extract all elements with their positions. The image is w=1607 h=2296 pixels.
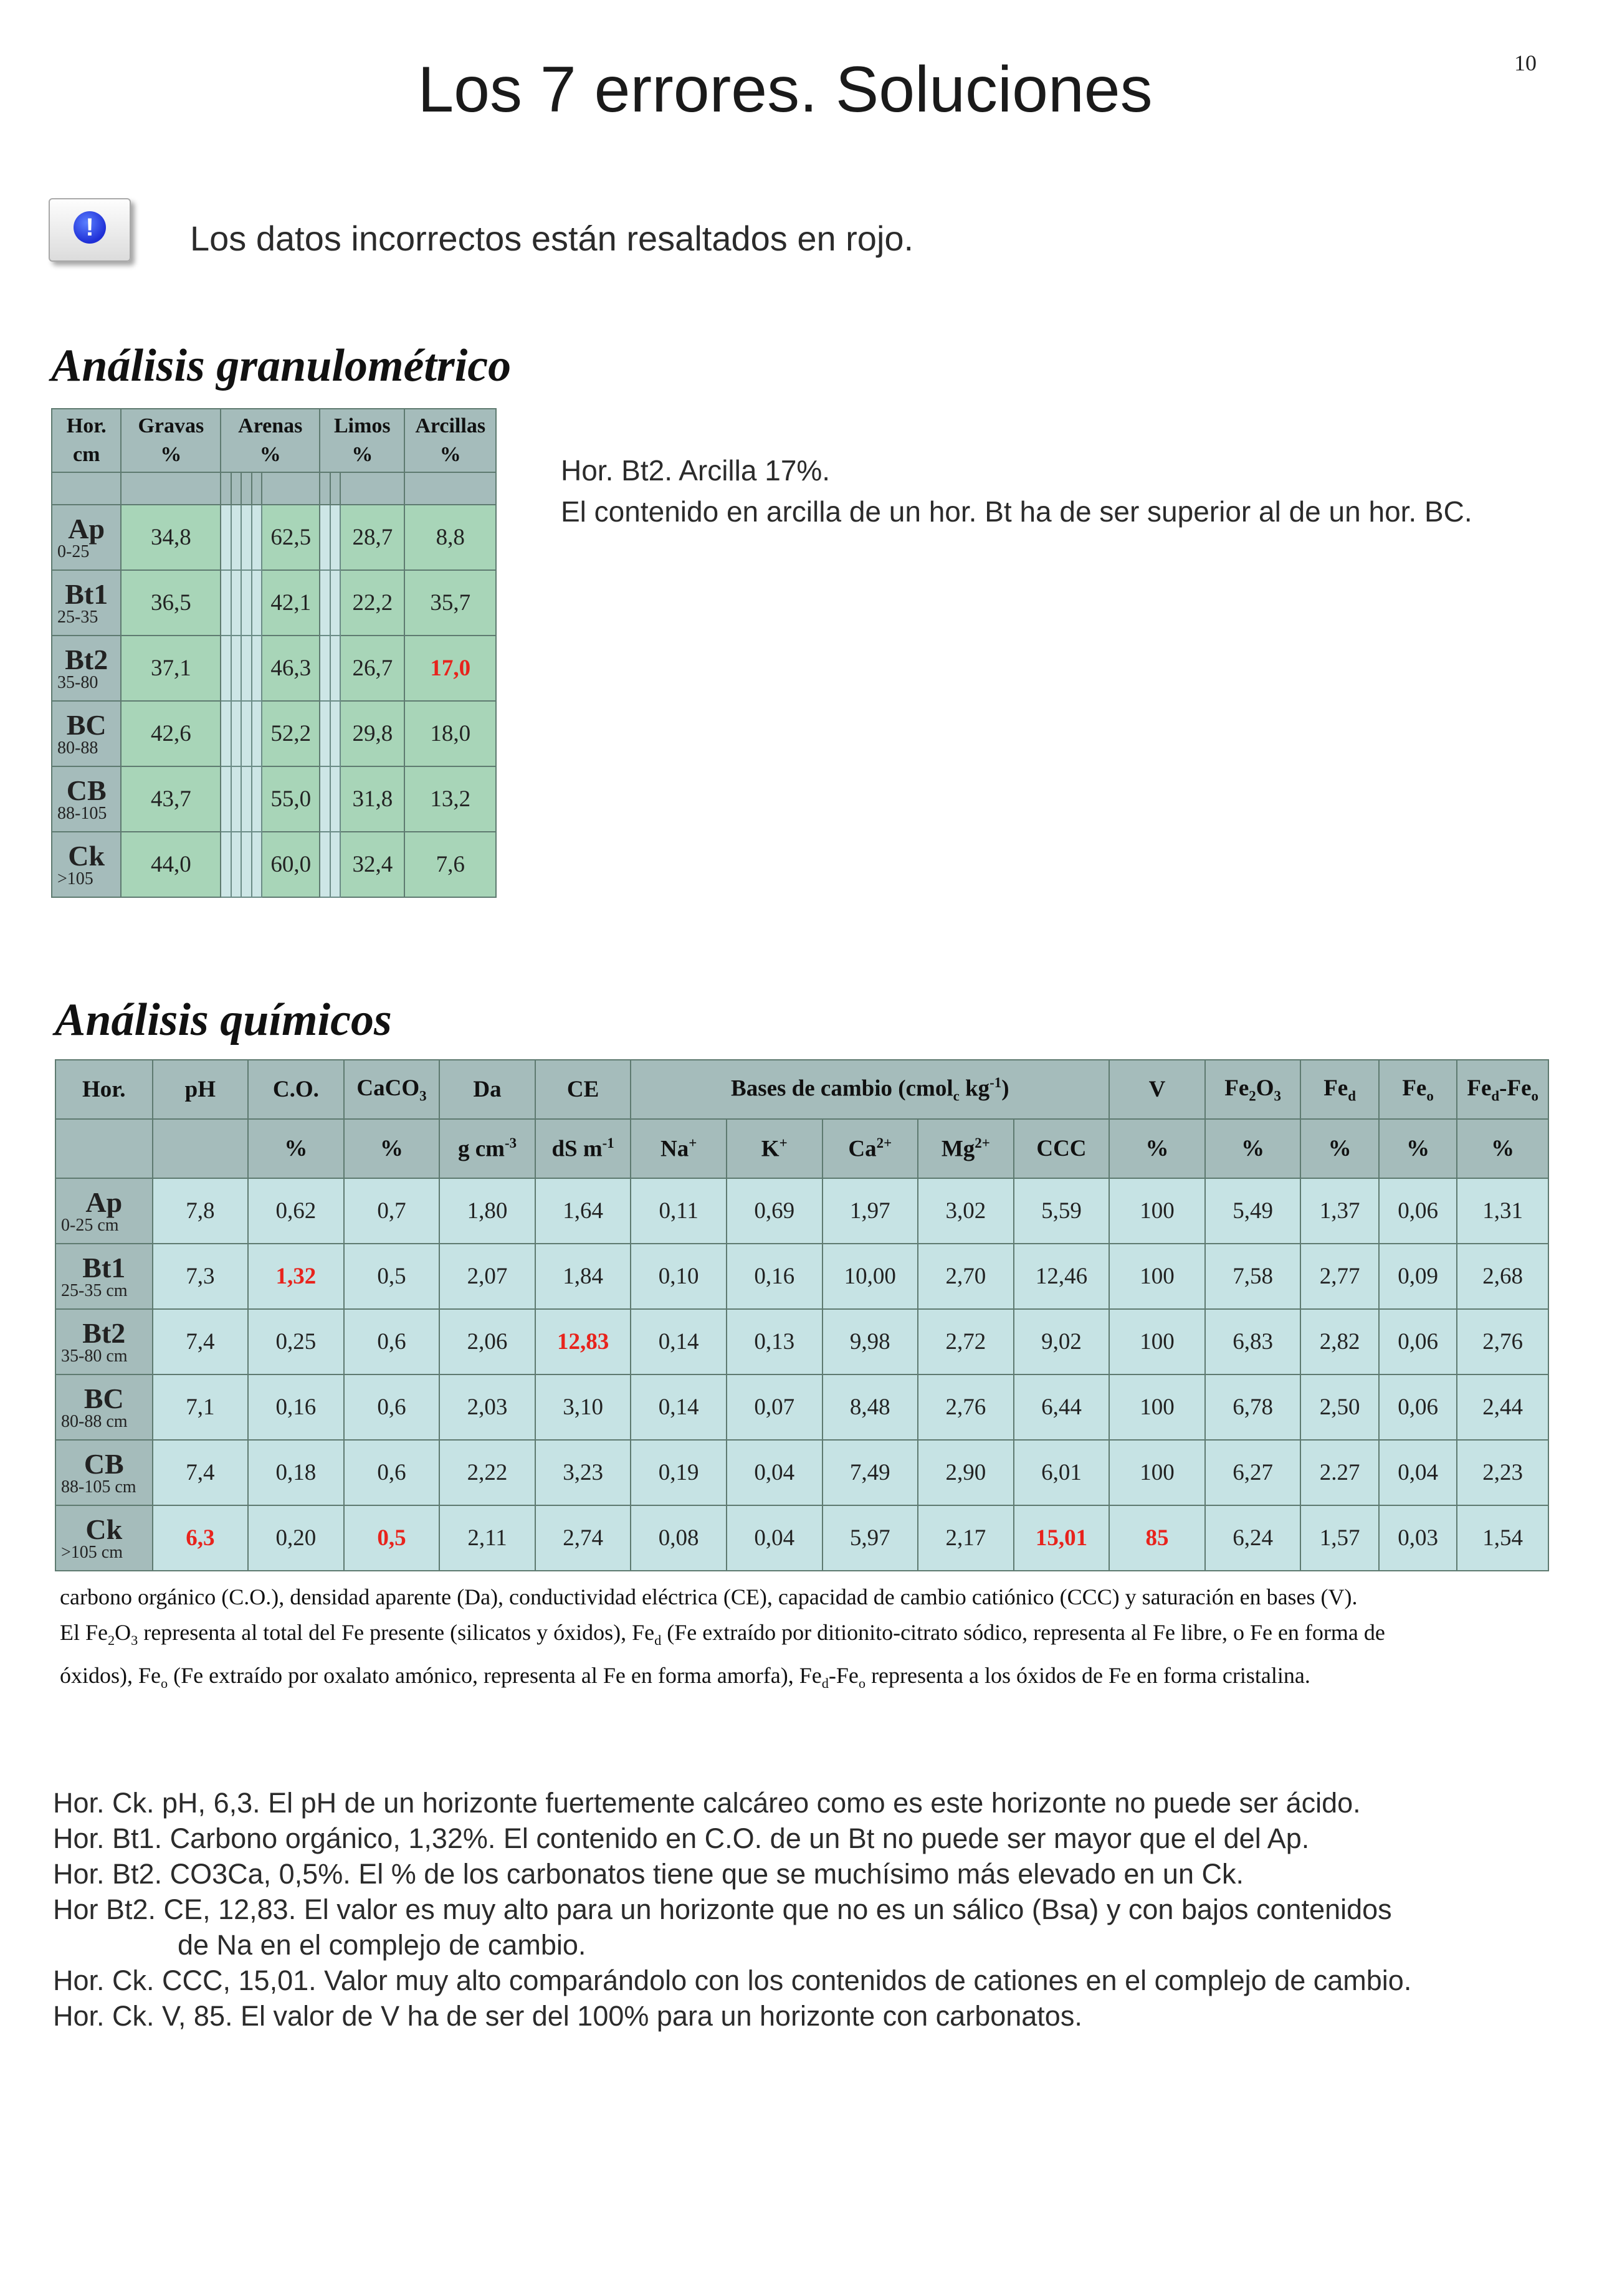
na-cell: 0,11: [631, 1178, 727, 1244]
table-row: [52, 636, 496, 701]
spacer-cell: [252, 766, 262, 832]
table-row: [52, 701, 496, 766]
spacer-cell: [252, 701, 262, 766]
feo-cell: 0,09: [1379, 1244, 1457, 1309]
horizon-name: Ck: [68, 839, 105, 872]
header-fed-feo: $Fe_d-Fe_o$: [1457, 1060, 1548, 1119]
ce-cell: 1,84: [535, 1244, 631, 1309]
co-cell: 0,62: [248, 1178, 344, 1244]
horizon-cell: [55, 1244, 153, 1309]
arcillas-cell: 13,2: [404, 766, 496, 832]
solution-line: Hor. Ck. V, 85. El valor de V ha de ser del 100% para un horizonte con carbonatos.: [53, 2000, 1082, 2032]
horizon-depth: 35-80 cm: [61, 1346, 128, 1366]
horizon-cell: [55, 1309, 153, 1374]
chemical-header-row: [55, 1060, 1548, 1119]
spacer-cell: [241, 701, 252, 766]
spacer-cell: [320, 766, 330, 832]
mg-cell: 2,17: [918, 1505, 1014, 1571]
horizon-depth: 25-35: [57, 607, 98, 627]
horizon-name: BC: [66, 708, 107, 741]
unit-fed-feo: %: [1457, 1119, 1548, 1178]
arenas-cell: 46,3: [262, 636, 320, 701]
horizon-depth: 35-80: [57, 672, 98, 692]
chemical-footnote: [60, 1579, 1555, 1701]
horizon-depth: 0-25 cm: [61, 1215, 119, 1235]
unit-k: K+: [727, 1119, 823, 1178]
da-cell: 1,80: [439, 1178, 535, 1244]
page-title: Los 7 errores. Soluciones: [417, 54, 1153, 126]
ccc-cell: 6,44: [1014, 1374, 1110, 1440]
spacer-cell: [252, 636, 262, 701]
feo-cell: 0,04: [1379, 1440, 1457, 1505]
footnote-line: óxidos), $Fe_o$ (Fe extraído por oxalato amónico, representa al Fe en forma amorfa), $Fe_d-Fe_o$ representa a los óxidos de Fe en forma cristalina.: [60, 1663, 1310, 1692]
ccc-cell: 12,46: [1014, 1244, 1110, 1309]
ccc-cell: 6,01: [1014, 1440, 1110, 1505]
header-bases-cambio: Bases de cambio (cmol$_c$ $kg^{-1}$): [631, 1060, 1109, 1119]
k-cell: 0,04: [727, 1440, 823, 1505]
solution-line: Hor. Bt1. Carbono orgánico, 1,32%. El contenido en C.O. de un Bt no puede ser mayor que el del Ap.: [53, 1822, 1310, 1854]
unit-v: %: [1109, 1119, 1205, 1178]
spacer-cell: [231, 570, 242, 636]
fed-feo-cell: 1,31: [1457, 1178, 1548, 1244]
co-cell: 0,25: [248, 1309, 344, 1374]
limos-cell: 28,7: [340, 505, 404, 570]
fed-feo-cell: 2,76: [1457, 1309, 1548, 1374]
horizon-depth: 88-105: [57, 803, 107, 823]
spacer-cell: [330, 832, 341, 897]
arenas-cell: 55,0: [262, 766, 320, 832]
v-cell: 85: [1109, 1505, 1205, 1571]
arcillas-cell: 35,7: [404, 570, 496, 636]
ce-cell: 1,64: [535, 1178, 631, 1244]
table-row: [55, 1309, 1548, 1374]
ca-cell: 9,98: [823, 1309, 918, 1374]
chemical-units-row: [55, 1119, 1548, 1178]
da-cell: 2,03: [439, 1374, 535, 1440]
unit-da: g $cm^{-3}$: [439, 1119, 535, 1178]
na-cell: 0,14: [631, 1309, 727, 1374]
spacer-cell: [320, 832, 330, 897]
table-row: [52, 505, 496, 570]
spacer-cell: [231, 832, 242, 897]
horizon-name: Bt2: [82, 1317, 126, 1349]
k-cell: 0,13: [727, 1309, 823, 1374]
solution-line: de Na en el complejo de cambio.: [178, 1929, 586, 1961]
mg-cell: 2,76: [918, 1374, 1014, 1440]
v-cell: 100: [1109, 1374, 1205, 1440]
granulometric-heading: Análisis granulométrico: [51, 340, 512, 391]
horizon-name: Ck: [85, 1513, 123, 1545]
spacer-cell: [241, 570, 252, 636]
spacer-cell: [330, 701, 341, 766]
header-v: V: [1109, 1060, 1205, 1119]
unit-ca: $Ca^{2+}$: [823, 1119, 918, 1178]
ce-cell: 3,23: [535, 1440, 631, 1505]
fe2o3-cell: 6,83: [1205, 1309, 1301, 1374]
horizon-cell: [52, 636, 121, 701]
arcillas-cell: 7,6: [404, 832, 496, 897]
mg-cell: 2,90: [918, 1440, 1014, 1505]
ce-cell: 2,74: [535, 1505, 631, 1571]
horizon-name: CB: [66, 774, 107, 806]
horizon-name: BC: [83, 1382, 124, 1414]
fed-cell: 2.27: [1300, 1440, 1378, 1505]
na-cell: 0,14: [631, 1374, 727, 1440]
unit-caco3: %: [344, 1119, 440, 1178]
spacer-cell: [241, 505, 252, 570]
fed-feo-cell: 1,54: [1457, 1505, 1548, 1571]
fe2o3-cell: 6,27: [1205, 1440, 1301, 1505]
header-caco3: CaCO$_3$: [344, 1060, 440, 1119]
co-cell: 1,32: [248, 1244, 344, 1309]
arenas-cell: 52,2: [262, 701, 320, 766]
ca-cell: 7,49: [823, 1440, 918, 1505]
spacer-cell: [320, 701, 330, 766]
header-arcillas: Arcillas %: [404, 409, 496, 472]
spacer-cell: [221, 636, 231, 701]
unit-fed: %: [1300, 1119, 1378, 1178]
unit-feo: %: [1379, 1119, 1457, 1178]
header-fed: $Fe_d$: [1300, 1060, 1378, 1119]
horizon-depth: 80-88: [57, 738, 98, 758]
v-cell: 100: [1109, 1440, 1205, 1505]
gravas-cell: 34,8: [121, 505, 221, 570]
da-cell: 2,07: [439, 1244, 535, 1309]
footnote-line: El $Fe_2O_3$ representa al total del Fe presente (silicatos y óxidos), $Fe_d$ (Fe extraído por ditionito-citrato sódico, representa al Fe libre, o Fe en forma de: [60, 1620, 1385, 1649]
spacer-cell: [330, 570, 341, 636]
horizon-cell: [52, 505, 121, 570]
arcillas-cell: 18,0: [404, 701, 496, 766]
header-ce: CE: [535, 1060, 631, 1119]
ph-cell: 7,1: [153, 1374, 249, 1440]
fed-cell: 1,57: [1300, 1505, 1378, 1571]
spacer-cell: [231, 505, 242, 570]
limos-cell: 31,8: [340, 766, 404, 832]
unit-ce: dS $m^{-1}$: [535, 1119, 631, 1178]
caco3-cell: 0,6: [344, 1309, 440, 1374]
gravas-cell: 44,0: [121, 832, 221, 897]
spacer-cell: [231, 766, 242, 832]
unit-fe2o3: %: [1205, 1119, 1301, 1178]
unit-ph: [153, 1119, 249, 1178]
spacer-cell: [320, 636, 330, 701]
caco3-cell: 0,5: [344, 1505, 440, 1571]
ccc-cell: 9,02: [1014, 1309, 1110, 1374]
ca-cell: 5,97: [823, 1505, 918, 1571]
table-row: [55, 1440, 1548, 1505]
horizon-depth: >105: [57, 869, 93, 888]
horizon-name: Bt1: [65, 578, 108, 610]
gravas-cell: 42,6: [121, 701, 221, 766]
fed-cell: 2,77: [1300, 1244, 1378, 1309]
horizon-cell: [52, 832, 121, 897]
horizon-depth: 25-35 cm: [61, 1280, 128, 1300]
header-da: Da: [439, 1060, 535, 1119]
table-row: [55, 1505, 1548, 1571]
mg-cell: 2,70: [918, 1244, 1014, 1309]
fed-feo-cell: 2,23: [1457, 1440, 1548, 1505]
horizon-name: CB: [83, 1447, 124, 1480]
horizon-name: Bt1: [82, 1251, 126, 1284]
fe2o3-cell: 6,78: [1205, 1374, 1301, 1440]
spacer-cell: [231, 701, 242, 766]
fe2o3-cell: 7,58: [1205, 1244, 1301, 1309]
da-cell: 2,11: [439, 1505, 535, 1571]
spacer-cell: [241, 766, 252, 832]
spacer-cell: [221, 832, 231, 897]
v-cell: 100: [1109, 1244, 1205, 1309]
horizon-depth: 0-25: [57, 541, 90, 561]
horizon-name: Ap: [85, 1186, 123, 1218]
spacer-cell: [231, 636, 242, 701]
table-row: [55, 1374, 1548, 1440]
gravas-cell: 43,7: [121, 766, 221, 832]
v-cell: 100: [1109, 1309, 1205, 1374]
spacer-cell: [330, 766, 341, 832]
horizon-cell: [52, 766, 121, 832]
limos-cell: 32,4: [340, 832, 404, 897]
ccc-cell: 5,59: [1014, 1178, 1110, 1244]
page-number: 10: [1514, 50, 1537, 75]
co-cell: 0,18: [248, 1440, 344, 1505]
ccc-cell: 15,01: [1014, 1505, 1110, 1571]
spacer-cell: [330, 636, 341, 701]
limos-cell: 22,2: [340, 570, 404, 636]
header-arenas: Arenas %: [221, 409, 320, 472]
solutions-list: [53, 1785, 1561, 2034]
feo-cell: 0,03: [1379, 1505, 1457, 1571]
co-cell: 0,16: [248, 1374, 344, 1440]
unit-ccc: CCC: [1014, 1119, 1110, 1178]
unit-na: Na+: [631, 1119, 727, 1178]
horizon-depth: 80-88 cm: [61, 1411, 128, 1431]
horizon-cell: [55, 1440, 153, 1505]
fed-cell: 1,37: [1300, 1178, 1378, 1244]
ph-cell: 6,3: [153, 1505, 249, 1571]
fed-feo-cell: 2,68: [1457, 1244, 1548, 1309]
k-cell: 0,69: [727, 1178, 823, 1244]
notice-text: Los datos incorrectos están resaltados en rojo.: [190, 219, 914, 258]
ph-cell: 7,8: [153, 1178, 249, 1244]
spacer-cell: [252, 832, 262, 897]
table-row: [52, 766, 496, 832]
spacer-cell: [241, 636, 252, 701]
arenas-cell: 60,0: [262, 832, 320, 897]
table-row: [55, 1244, 1548, 1309]
header-hor: Hor.: [55, 1060, 153, 1119]
v-cell: 100: [1109, 1178, 1205, 1244]
feo-cell: 0,06: [1379, 1178, 1457, 1244]
granulometric-header-row: [52, 409, 496, 472]
horizon-name: Ap: [68, 512, 105, 545]
table-row: [55, 1178, 1548, 1244]
limos-cell: 29,8: [340, 701, 404, 766]
mg-cell: 2,72: [918, 1309, 1014, 1374]
header-hor: Hor. cm: [52, 409, 121, 472]
fed-cell: 2,82: [1300, 1309, 1378, 1374]
footnote-line: carbono orgánico (C.O.), densidad aparente (Da), conductividad eléctrica (CE), capacidad de cambio catiónico (CCC) y saturación en bases (V).: [60, 1584, 1358, 1609]
solution-line: Hor. Ck. CCC, 15,01. Valor muy alto comparándolo con los contenidos de cationes en el complejo de cambio.: [53, 1965, 1412, 1996]
header-gravas: Gravas %: [121, 409, 221, 472]
chemical-heading: Análisis químicos: [55, 994, 392, 1046]
spacer-cell: [330, 505, 341, 570]
k-cell: 0,07: [727, 1374, 823, 1440]
granulometric-note-line: Hor. Bt2. Arcilla 17%.: [561, 454, 831, 487]
arcillas-cell: 8,8: [404, 505, 496, 570]
k-cell: 0,16: [727, 1244, 823, 1309]
spacer-cell: [252, 570, 262, 636]
caco3-cell: 0,5: [344, 1244, 440, 1309]
caco3-cell: 0,6: [344, 1374, 440, 1440]
fed-feo-cell: 2,44: [1457, 1374, 1548, 1440]
horizon-cell: [52, 570, 121, 636]
table-row: [52, 832, 496, 897]
spacer-cell: [252, 505, 262, 570]
horizon-cell: [52, 701, 121, 766]
spacer-cell: [221, 505, 231, 570]
da-cell: 2,06: [439, 1309, 535, 1374]
unit-co: %: [248, 1119, 344, 1178]
spacer-cell: [221, 701, 231, 766]
unit-mg: $Mg^{2+}$: [918, 1119, 1014, 1178]
fed-cell: 2,50: [1300, 1374, 1378, 1440]
arcillas-cell: 17,0: [404, 636, 496, 701]
unit-hor: [55, 1119, 153, 1178]
fe2o3-cell: 6,24: [1205, 1505, 1301, 1571]
arenas-cell: 62,5: [262, 505, 320, 570]
fe2o3-cell: 5,49: [1205, 1178, 1301, 1244]
limos-cell: 26,7: [340, 636, 404, 701]
spacer-cell: [221, 570, 231, 636]
gravas-cell: 36,5: [121, 570, 221, 636]
solution-line: Hor. Ck. pH, 6,3. El pH de un horizonte fuertemente calcáreo como es este horizonte no puede ser ácido.: [53, 1787, 1361, 1819]
horizon-depth: 88-105 cm: [61, 1477, 136, 1497]
horizon-depth: >105 cm: [61, 1542, 123, 1562]
spacer-cell: [221, 766, 231, 832]
caco3-cell: 0,7: [344, 1178, 440, 1244]
ph-cell: 7,4: [153, 1309, 249, 1374]
header-co: C.O.: [248, 1060, 344, 1119]
horizon-cell: [55, 1374, 153, 1440]
caco3-cell: 0,6: [344, 1440, 440, 1505]
header-feo: $Fe_o$: [1379, 1060, 1457, 1119]
granulometric-note: [561, 450, 1472, 532]
k-cell: 0,04: [727, 1505, 823, 1571]
horizon-name: Bt2: [65, 643, 108, 675]
ca-cell: 1,97: [823, 1178, 918, 1244]
header-limos: Limos %: [320, 409, 404, 472]
da-cell: 2,22: [439, 1440, 535, 1505]
granulometric-note-line: El contenido en arcilla de un hor. Bt ha de ser superior al de un hor. BC.: [561, 495, 1472, 528]
spacer-cell: [320, 505, 330, 570]
co-cell: 0,20: [248, 1505, 344, 1571]
feo-cell: 0,06: [1379, 1374, 1457, 1440]
header-ph: pH: [153, 1060, 249, 1119]
horizon-cell: [55, 1505, 153, 1571]
exclamation-icon: !: [74, 211, 106, 244]
gravas-cell: 37,1: [121, 636, 221, 701]
notice-button[interactable]: [49, 198, 131, 262]
granulometric-subheader-row: [52, 472, 496, 505]
na-cell: 0,08: [631, 1505, 727, 1571]
ph-cell: 7,4: [153, 1440, 249, 1505]
na-cell: 0,19: [631, 1440, 727, 1505]
solution-line: Hor Bt2. CE, 12,83. El valor es muy alto para un horizonte que no es un sálico (Bsa) y con bajos contenidos: [53, 1893, 1392, 1925]
arenas-cell: 42,1: [262, 570, 320, 636]
table-row: [52, 570, 496, 636]
ca-cell: 8,48: [823, 1374, 918, 1440]
spacer-cell: [241, 832, 252, 897]
granulometric-table: [51, 408, 497, 898]
spacer-cell: [320, 570, 330, 636]
ce-cell: 12,83: [535, 1309, 631, 1374]
header-fe2o3: $Fe_2O_3$: [1205, 1060, 1301, 1119]
mg-cell: 3,02: [918, 1178, 1014, 1244]
horizon-cell: [55, 1178, 153, 1244]
feo-cell: 0,06: [1379, 1309, 1457, 1374]
solution-line: Hor. Bt2. CO3Ca, 0,5%. El % de los carbonatos tiene que se muchísimo más elevado en un Ck.: [53, 1858, 1244, 1890]
na-cell: 0,10: [631, 1244, 727, 1309]
ca-cell: 10,00: [823, 1244, 918, 1309]
ce-cell: 3,10: [535, 1374, 631, 1440]
chemical-table: [55, 1059, 1549, 1571]
ph-cell: 7,3: [153, 1244, 249, 1309]
